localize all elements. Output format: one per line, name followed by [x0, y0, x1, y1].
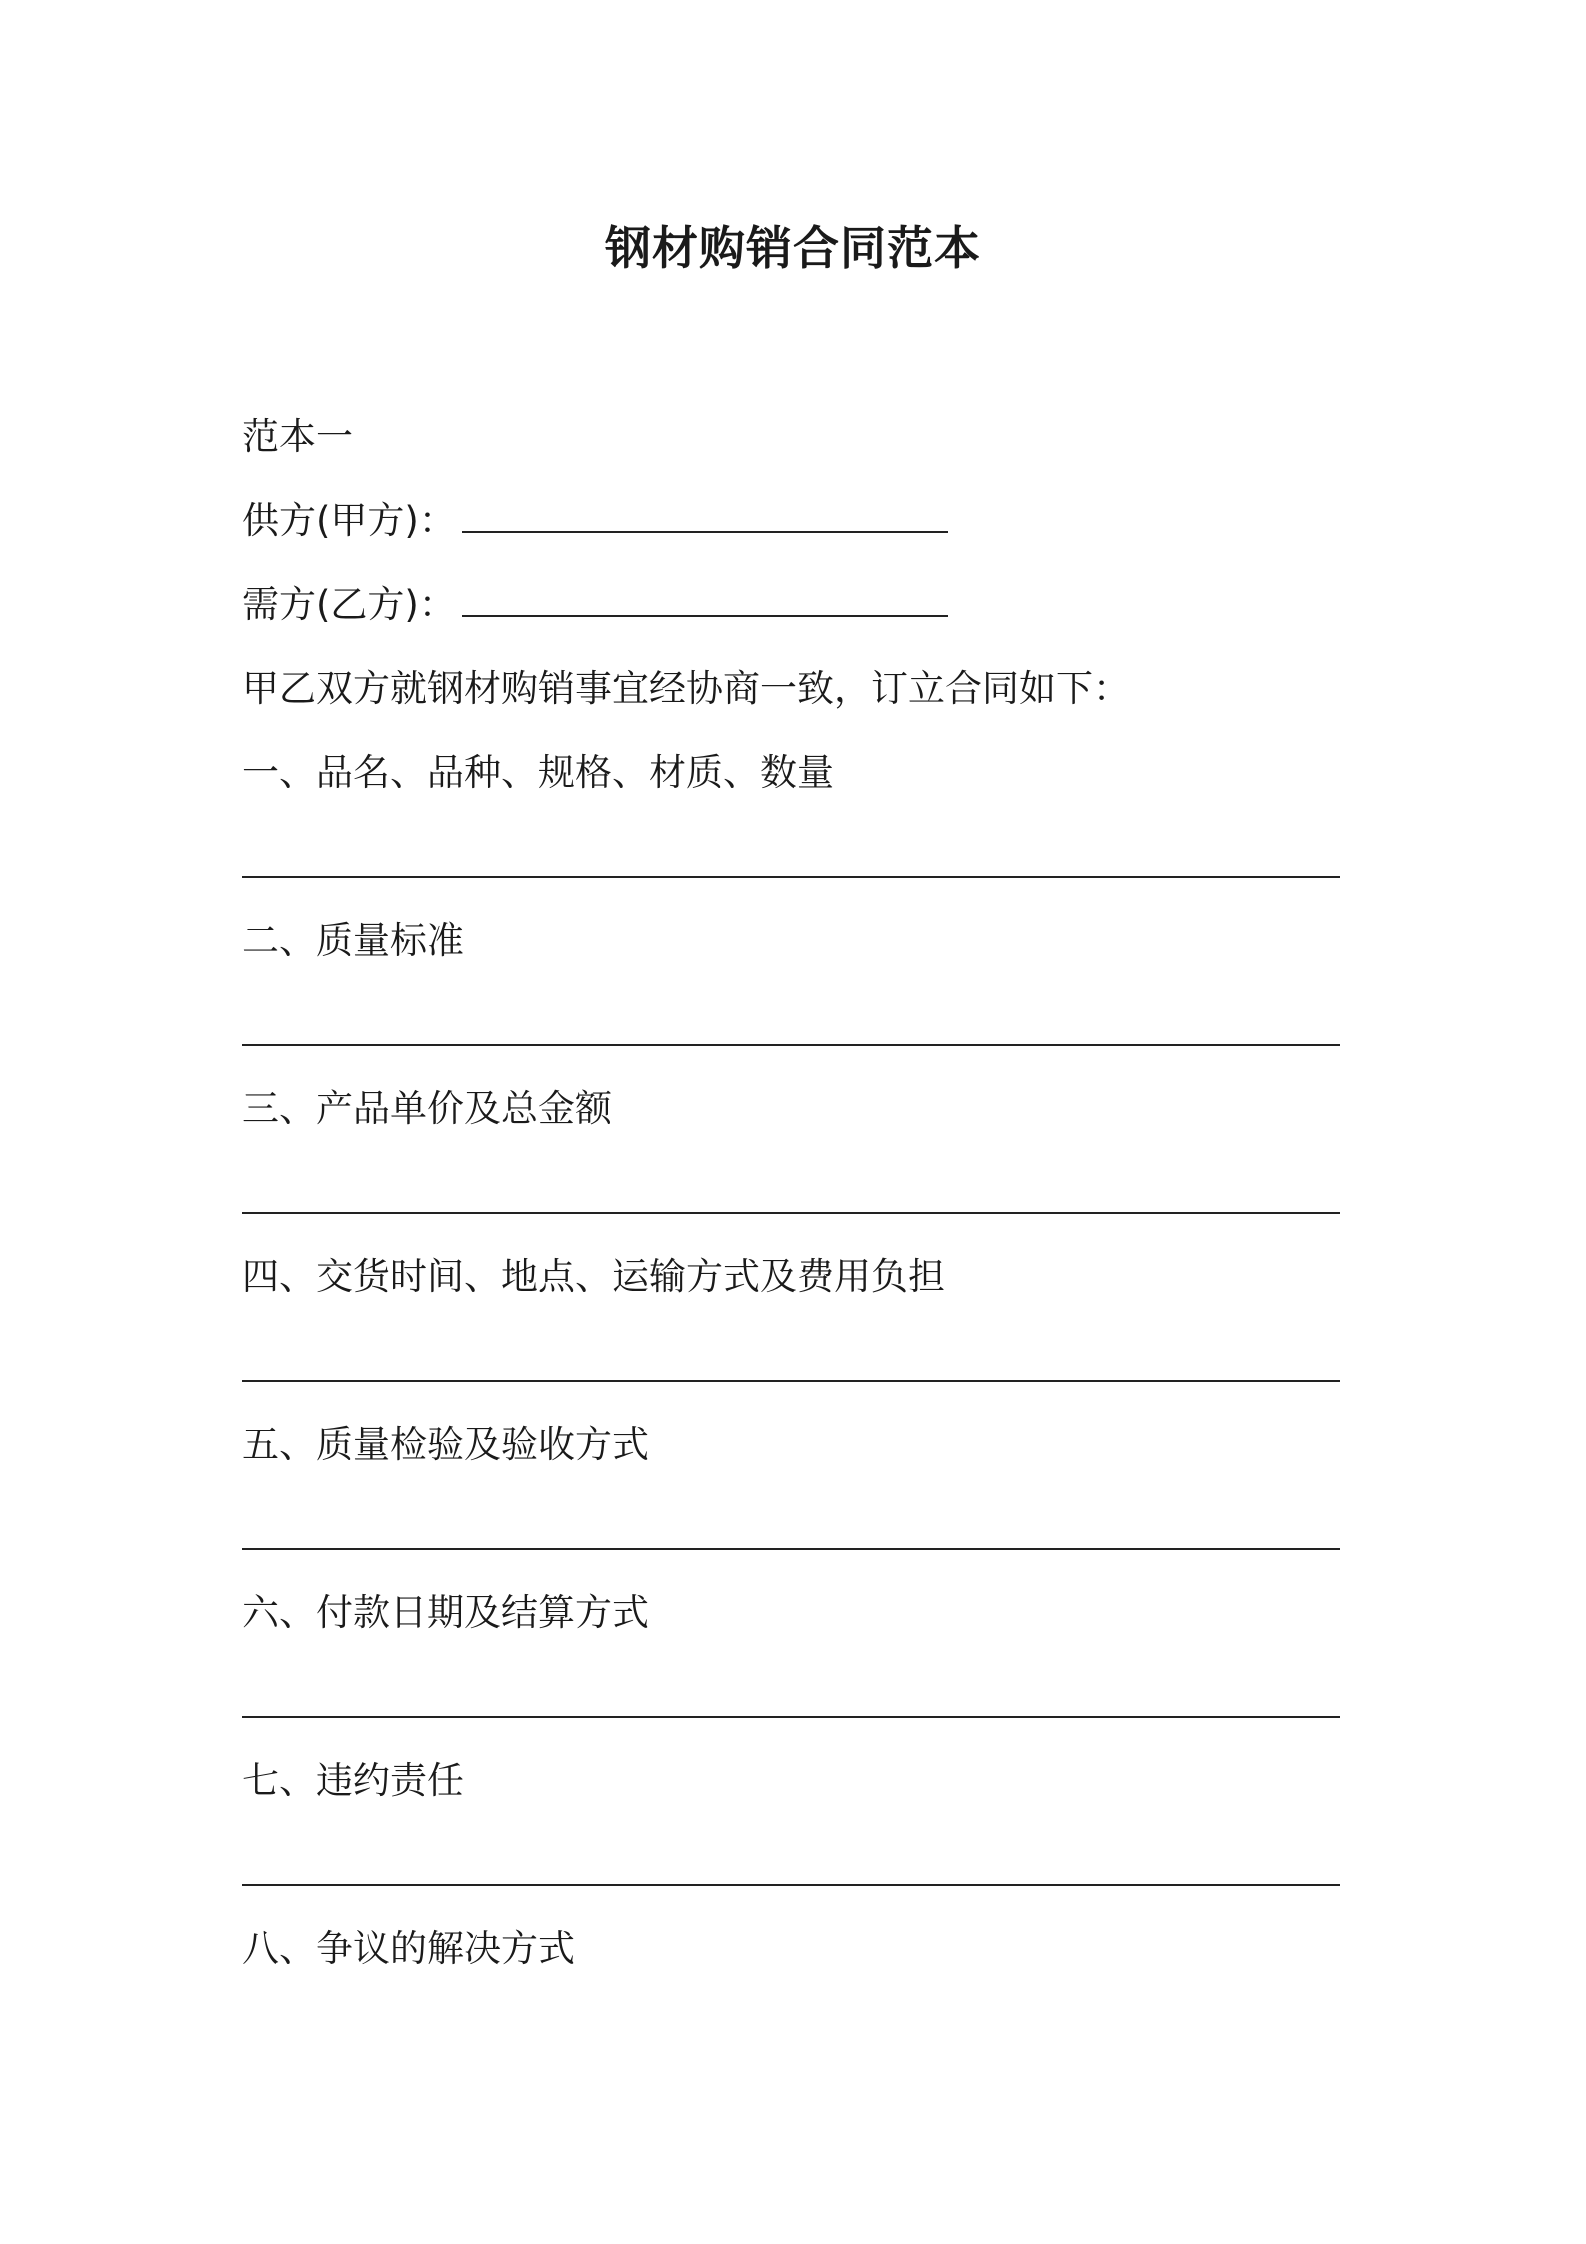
supplier-blank[interactable] — [462, 493, 948, 533]
supplier-line — [242, 493, 948, 549]
intro-text: 甲乙双方就钢材购销事宜经协商一致，订立合同如下： — [242, 667, 1130, 710]
sample-label: 范本一 — [242, 415, 353, 458]
section-blank-line[interactable] — [242, 1044, 1340, 1046]
buyer-label: 需方(乙方)： — [242, 583, 456, 626]
section-heading: 八、争议的解决方式 — [242, 1927, 575, 1970]
buyer-blank[interactable] — [462, 577, 948, 617]
buyer-line — [242, 577, 948, 633]
section-heading: 二、质量标准 — [242, 919, 464, 962]
section-blank-line[interactable] — [242, 1884, 1340, 1886]
section-heading: 六、付款日期及结算方式 — [242, 1591, 649, 1634]
section-heading: 七、违约责任 — [242, 1759, 464, 1802]
supplier-label: 供方(甲方)： — [242, 499, 456, 542]
section-heading: 一、品名、品种、规格、材质、数量 — [242, 751, 834, 794]
section-blank-line[interactable] — [242, 1212, 1340, 1214]
section-heading: 四、交货时间、地点、运输方式及费用负担 — [242, 1255, 945, 1298]
section-blank-line[interactable] — [242, 1380, 1340, 1382]
section-heading: 五、质量检验及验收方式 — [242, 1423, 649, 1466]
section-blank-line[interactable] — [242, 1716, 1340, 1718]
section-blank-line[interactable] — [242, 1548, 1340, 1550]
document-title: 钢材购销合同范本 — [605, 221, 981, 275]
section-heading: 三、产品单价及总金额 — [242, 1087, 612, 1130]
section-blank-line[interactable] — [242, 876, 1340, 878]
